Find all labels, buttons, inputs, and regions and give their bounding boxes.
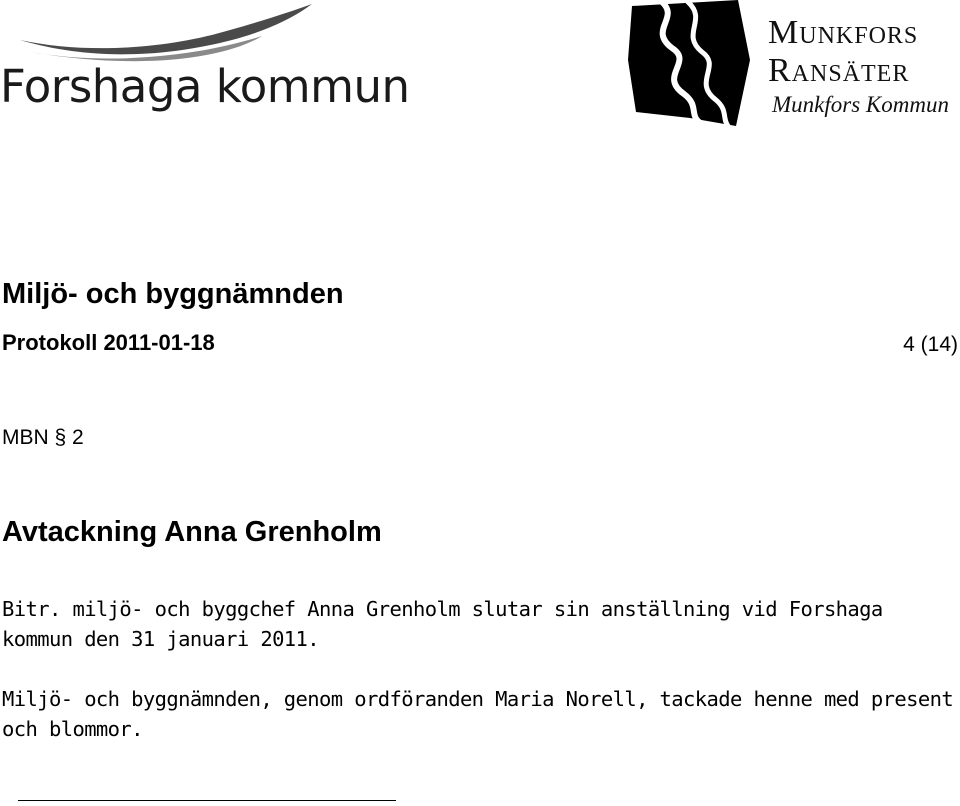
river-emblem-icon — [628, 0, 758, 132]
committee-title: Miljö- och byggnämnden — [2, 278, 344, 310]
body-paragraph: Bitr. miljö- och byggchef Anna Grenholm slutar sin anställning vid Forshaga kommun den 31 januari 2011. — [2, 597, 883, 651]
munkfors-logo-line2: Ransäter — [768, 52, 910, 89]
section-reference: MBN § 2 — [2, 426, 84, 449]
munkfors-ransater-logo — [628, 0, 960, 135]
signature-line — [18, 800, 396, 801]
munkfors-logo-line1: Munkfors — [768, 14, 919, 51]
forshaga-kommun-logo — [0, 0, 410, 120]
body-paragraph: Miljö- och byggnämnden, genom ordföranden Maria Norell, tackade henne med present och blommor. — [2, 687, 954, 741]
protocol-date: Protokoll 2011-01-18 — [2, 330, 215, 355]
section-heading: Avtackning Anna Grenholm — [2, 516, 382, 548]
forshaga-logo-text: Forshaga kommun — [0, 60, 410, 113]
page-number: 4 (14) — [903, 333, 958, 356]
munkfors-logo-line3: Munkfors Kommun — [772, 92, 949, 117]
